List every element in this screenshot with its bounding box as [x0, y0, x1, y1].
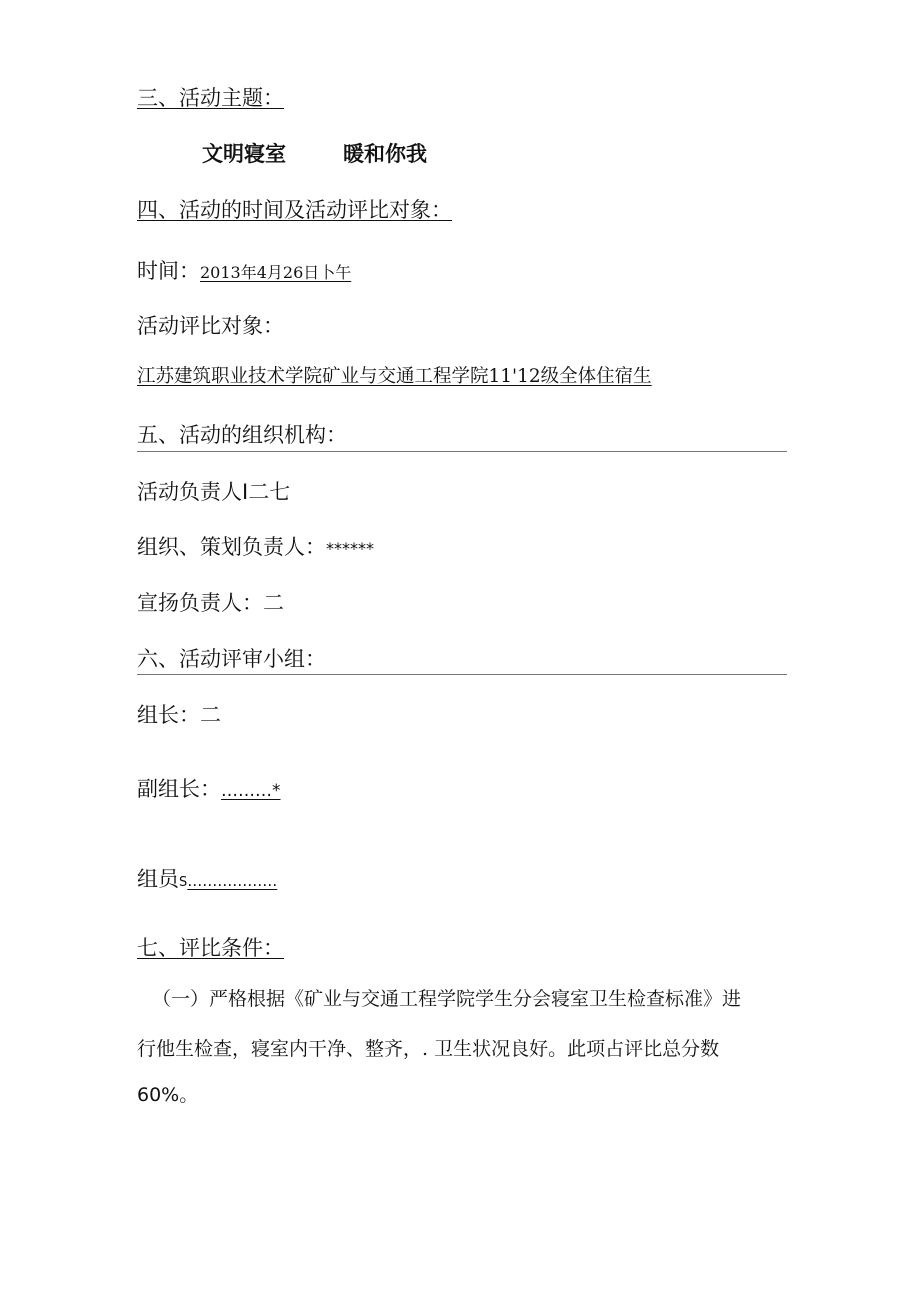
planner-row: [137, 537, 374, 558]
member-row: [137, 869, 277, 890]
section-4-heading: 四、活动的时间及活动评比对象：: [137, 198, 452, 222]
member-mark: S: [179, 875, 188, 890]
target-label: 活动评比对象：: [137, 314, 284, 338]
vice-leader-label: 副组长：: [137, 777, 221, 801]
vice-leader-row: [137, 779, 281, 800]
section-5-heading: 五、活动的组织机构：: [137, 423, 347, 447]
member-value: ………………: [187, 872, 278, 890]
section-6-heading: 六、活动评审小组：: [137, 647, 326, 671]
section-3-heading: 三、活动主题：: [137, 86, 284, 110]
group-leader-line: 组长：二: [137, 703, 221, 727]
target-value: 江苏建筑职业技术学院矿业与交通工程学院11'12级全体住宿生: [137, 366, 652, 387]
section-5-rule: [137, 451, 787, 452]
condition-line-1: （一）严格根据《矿业与交通工程学院学生分会寝室卫生检查标准》进: [152, 988, 742, 1010]
time-label: 时间：: [137, 259, 200, 283]
theme-left-text: 文明寝室: [202, 142, 286, 166]
time-row: [137, 261, 351, 282]
publicity-leader-line: 宣扬负责人：二: [137, 591, 284, 615]
condition-line-2: 行他生检查，寝室内干净、整齐，. 卫生状况良好。此项占评比总分数: [137, 1038, 720, 1060]
planner-value: ******: [326, 539, 374, 558]
section-7-heading: 七、评比条件：: [137, 936, 284, 960]
condition-line-3: 60%。: [137, 1084, 199, 1106]
vice-leader-value: ………*: [221, 781, 281, 801]
planner-label: 组织、策划负责人：: [137, 535, 326, 559]
section-6-rule: [137, 674, 787, 675]
member-label: 组员: [137, 867, 179, 891]
time-value: 2013年4月26日卜午: [200, 263, 352, 282]
activity-leader-line: 活动负责人I二七: [137, 480, 291, 504]
theme-right-text: 暖和你我: [343, 142, 427, 166]
